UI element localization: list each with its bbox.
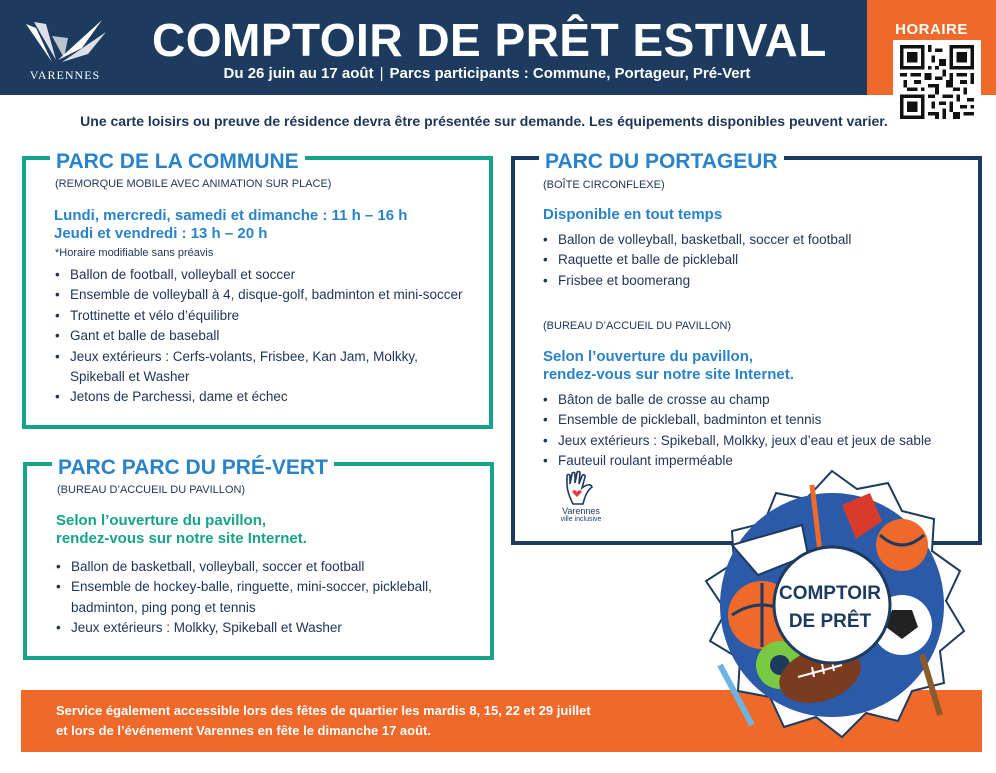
header-banner <box>0 0 867 95</box>
list-item-continuation: Spikeball et Washer <box>70 369 190 385</box>
badge-line1: COMPTOIR <box>778 583 882 604</box>
portageur-schedule2-line1: Selon l’ouverture du pavillon, <box>543 348 754 365</box>
badge-line2: DE PRÊT <box>788 611 872 632</box>
footer-text <box>56 701 616 741</box>
qr-code-icon <box>898 45 976 119</box>
list-item: • Bâton de balle de crosse au champ <box>543 390 973 410</box>
horaire-label: HORAIRE <box>895 21 968 38</box>
portageur-subtitle2: (BUREAU D’ACCUEIL DU PAVILLON) <box>543 320 732 332</box>
list-item: • Ballon de volleyball, basketball, soccer et football <box>543 230 973 250</box>
commune-box <box>22 150 493 429</box>
commune-schedule-line2: Jeudi et vendredi : 13 h – 20 h <box>54 225 268 242</box>
logo-text: VARENNES <box>29 68 101 82</box>
commune-schedule-line1: Lundi, mercredi, samedi et dimanche : 11 h – 16 h <box>54 207 408 224</box>
list-item: • Jeux extérieurs : Spikeball, Molkky, jeux d’eau et jeux de sable <box>543 431 973 451</box>
footer-line1: Service également accessible lors des fêtes de quartier les mardis 8, 15, 22 et 29 juillet <box>56 703 591 718</box>
list-item: • Ensemble de volleyball à 4, disque-golf, badminton et mini-soccer <box>55 285 485 305</box>
list-item: • Fauteuil roulant imperméable <box>543 451 973 471</box>
portageur-items2 <box>543 390 973 472</box>
list-item: • Ballon de basketball, volleyball, soccer et football <box>56 557 486 577</box>
prevert-items <box>56 557 486 639</box>
varennes-logo <box>22 18 108 82</box>
page-subtitle <box>152 65 822 82</box>
list-item: • Ensemble de hockey-balle, ringuette, mini-soccer, pickleball, <box>56 577 486 597</box>
list-item: • Gant et balle de baseball <box>55 326 485 346</box>
prevert-schedule <box>56 512 486 548</box>
commune-note: *Horaire modifiable sans préavis <box>55 247 214 259</box>
list-item: • Raquette et balle de pickleball <box>543 250 973 270</box>
list-item: • Ballon de football, volleyball et soccer <box>55 265 485 285</box>
prevert-subtitle: (BUREAU D’ACCUEIL DU PAVILLON) <box>57 484 246 496</box>
prevert-schedule-line1: Selon l’ouverture du pavillon, <box>56 512 267 529</box>
list-item: • Trottinette et vélo d’équilibre <box>55 306 485 326</box>
subtitle-separator: | <box>379 65 384 82</box>
badge-text <box>774 580 886 636</box>
footer-line2: et lors de l’événement Varennes en fête le dimanche 17 août. <box>56 723 431 738</box>
inclusive-name: Varennes <box>562 506 600 516</box>
list-item: • Ensemble de pickleball, badminton et tennis <box>543 410 973 430</box>
commune-subtitle: (REMORQUE MOBILE AVEC ANIMATION SUR PLACE) <box>55 178 332 190</box>
commune-items <box>55 265 485 408</box>
list-item-continuation: badminton, ping pong et tennis <box>71 599 256 615</box>
commune-title: PARC DE LA COMMUNE <box>50 149 305 175</box>
notice-text: Une carte loisirs ou preuve de résidence devra être présentée sur demande. Les équipements disponibles peuvent varier. <box>80 113 888 129</box>
list-item: • Jeux extérieurs : Molkky, Spikeball et Washer <box>56 618 486 638</box>
list-item: • Jetons de Parchessi, dame et échec <box>55 387 485 407</box>
portageur-title: PARC DU PORTAGEUR <box>539 149 784 175</box>
list-item: • Frisbee et boomerang <box>543 271 973 291</box>
list-item: • Jeux extérieurs : Cerfs-volants, Frisbee, Kan Jam, Molkky, <box>55 347 485 367</box>
varennes-logo-icon <box>22 18 108 66</box>
parks-text: Parcs participants : Commune, Portageur, Pré-Vert <box>389 65 751 82</box>
ville-inclusive-logo <box>555 470 607 526</box>
portageur-items <box>543 230 973 291</box>
page-title: COMPTOIR DE PRÊT ESTIVAL <box>152 14 827 66</box>
portageur-subtitle: (BOÎTE CIRCONFLEXE) <box>543 179 665 191</box>
portageur-schedule2 <box>543 348 973 384</box>
prevert-box <box>23 456 494 660</box>
hand-heart-icon <box>555 470 607 506</box>
portageur-schedule: Disponible en tout temps <box>543 206 723 223</box>
qr-code[interactable] <box>893 40 981 124</box>
inclusive-tagline: ville inclusive <box>560 516 602 523</box>
commune-schedule <box>54 207 484 243</box>
prevert-title: PARC PARC DU PRÉ-VERT <box>52 455 334 481</box>
portageur-schedule2-line2: rendez-vous sur notre site Internet. <box>543 366 794 383</box>
prevert-schedule-line2: rendez-vous sur notre site Internet. <box>56 530 307 547</box>
dates-text: Du 26 juin au 17 août <box>223 65 374 82</box>
